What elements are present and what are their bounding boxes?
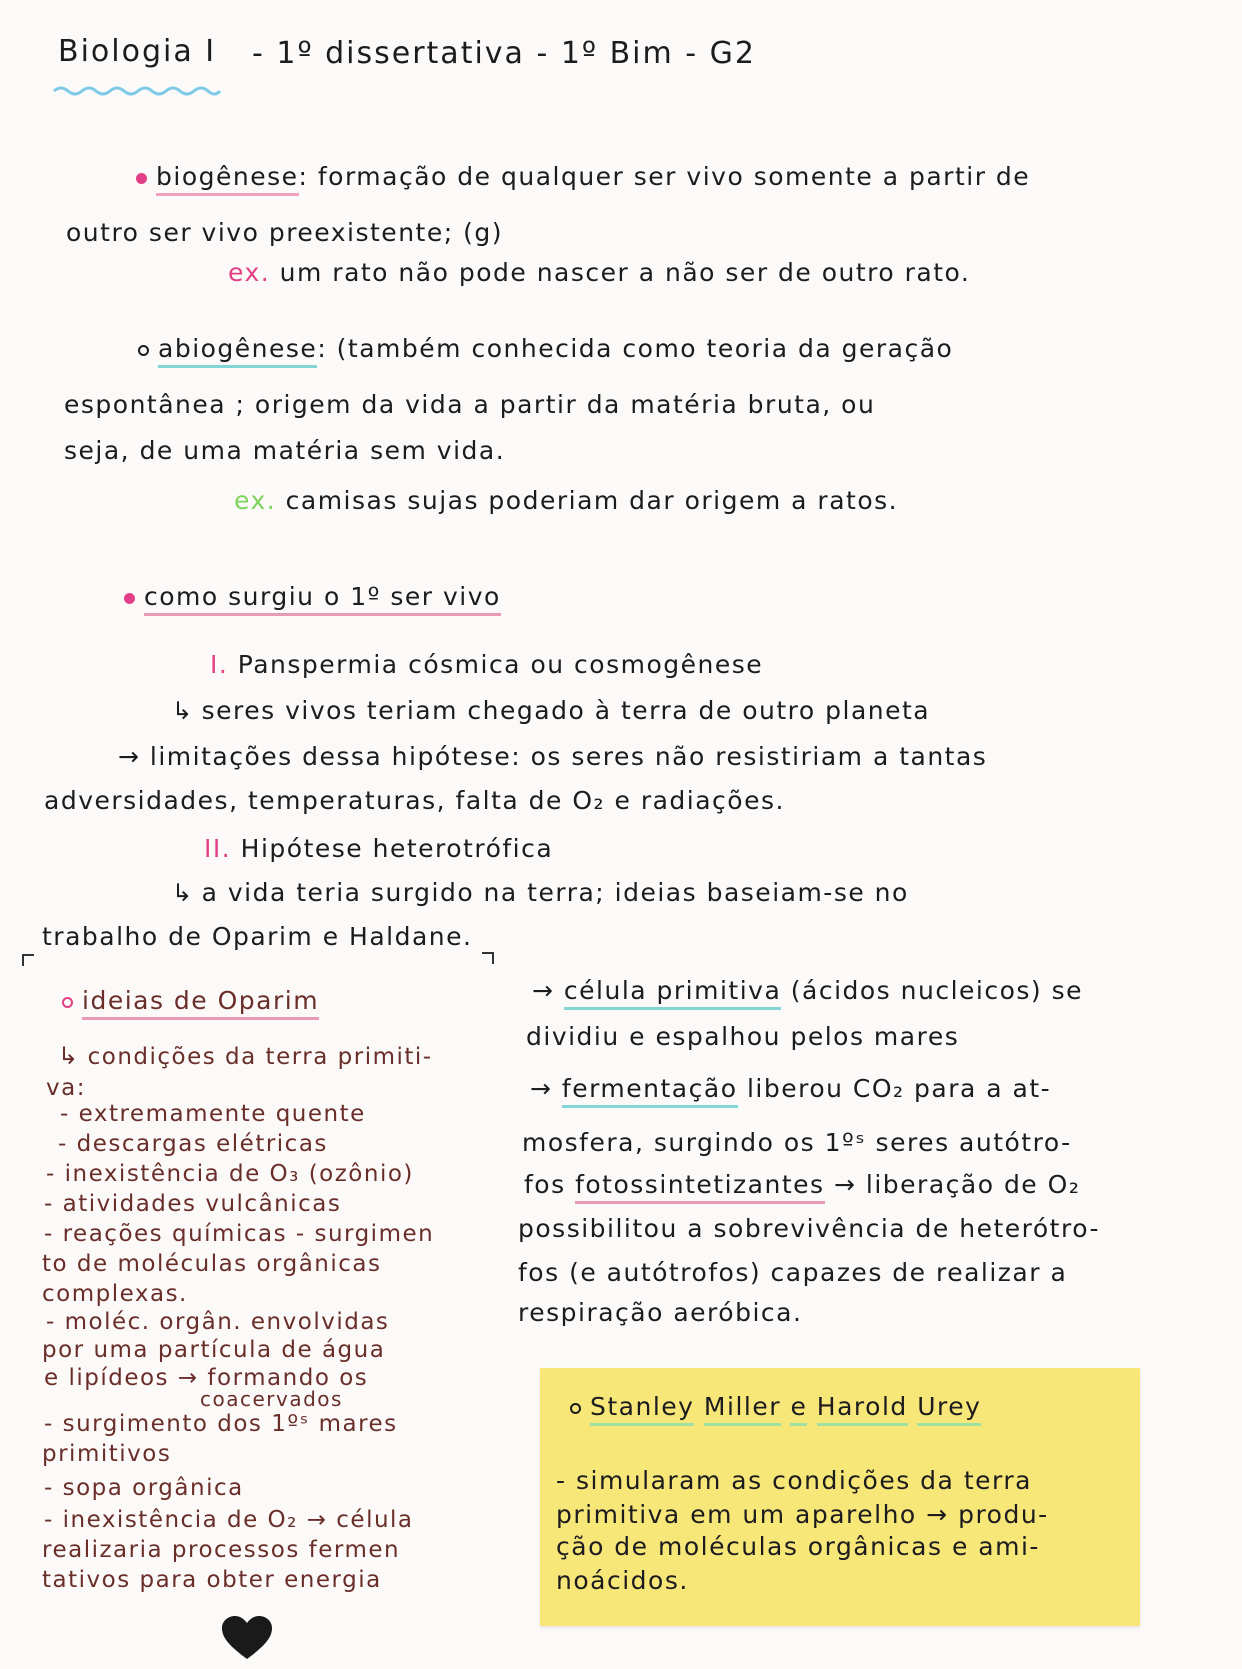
bullet-circle-icon: [570, 1403, 581, 1414]
curved-arrow-icon: ↳: [58, 1042, 80, 1070]
hypothesis-2-line2: trabalho de Oparim e Haldane.: [42, 922, 473, 951]
origem-heading-text: como surgiu o 1º ser vivo: [144, 582, 501, 616]
hypothesis-text: a vida teria surgido na terra; ideias baseiam-se no: [201, 878, 909, 907]
right-text: fos: [524, 1170, 566, 1199]
abiogenese-line1: [138, 334, 953, 364]
hypothesis-text: seres vivos teriam chegado à terra de outro planeta: [201, 696, 931, 725]
list-item: - moléc. orgân. envolvidas: [46, 1309, 390, 1335]
name-stanley: Stanley: [590, 1392, 694, 1426]
title-wavy-underline: [52, 84, 222, 98]
right-text: → liberação de O₂: [834, 1170, 1081, 1199]
list-item: realizaria processos fermen: [42, 1537, 401, 1563]
right-line6: possibilitou a sobrevivência de heterótro-: [518, 1214, 1100, 1243]
oparim-heading-text: ideias de Oparim: [82, 986, 319, 1020]
curved-arrow-icon: ↳: [172, 879, 194, 907]
list-item: complexas.: [42, 1281, 188, 1307]
list-item: - reações químicas - surgimen: [44, 1221, 435, 1247]
oparim-heading: [62, 986, 319, 1016]
list-item: - atividades vulcânicas: [44, 1191, 342, 1217]
term-fermentacao: fermentação: [562, 1074, 738, 1108]
abiogenese-def: : (também conhecida como teoria da geração: [317, 334, 954, 363]
hypothesis-1-line: [172, 696, 930, 726]
miller-line4: noácidos.: [556, 1566, 689, 1595]
name-e: e: [790, 1392, 807, 1426]
roman-numeral: I.: [210, 650, 229, 679]
abiogenese-example: [234, 486, 898, 516]
page-title: [58, 34, 216, 69]
roman-numeral: II.: [204, 834, 232, 863]
hypothesis-title: Hipótese heterotrófica: [240, 834, 554, 863]
heart-icon: [220, 1615, 274, 1661]
list-item: por uma partícula de água: [42, 1337, 386, 1363]
bracket-corner-left: [22, 954, 34, 966]
right-line7: fos (e autótrofos) capazes de realizar a: [518, 1258, 1068, 1287]
abiogenese-line2: espontânea ; origem da vida a partir da matéria bruta, ou: [64, 390, 876, 419]
miller-line1: - simularam as condições da terra: [556, 1466, 1032, 1495]
oparim-cond1: [58, 1042, 433, 1071]
bullet-circle-icon: [138, 345, 149, 356]
name-harold: Harold: [817, 1392, 908, 1426]
right-line8: respiração aeróbica.: [518, 1298, 803, 1327]
oparim-cond2: va:: [46, 1075, 86, 1101]
hypothesis-2-line: [172, 878, 909, 908]
list-item: coacervados: [200, 1387, 343, 1411]
abiogenese-line3: seja, de uma matéria sem vida.: [64, 436, 506, 465]
miller-line2: primitiva em um aparelho → produ-: [556, 1500, 1049, 1529]
list-item: - extremamente quente: [60, 1101, 366, 1127]
right-line5: [524, 1170, 1080, 1200]
origem-heading: [124, 582, 501, 612]
term-biogenese: biogênese: [156, 162, 299, 196]
term-abiogenese: abiogênese: [158, 334, 317, 368]
ex-label: ex.: [228, 258, 271, 287]
list-item: - surgimento dos 1ºˢ mares: [44, 1411, 398, 1437]
right-line2: dividiu e espalhou pelos mares: [526, 1022, 960, 1051]
hypothesis-title: Panspermia cósmica ou cosmogênese: [237, 650, 764, 679]
curved-arrow-icon: ↳: [172, 697, 194, 725]
ex-label: ex.: [234, 486, 277, 515]
arrow-icon: →: [530, 1074, 553, 1103]
limitations-line1: → limitações dessa hipótese: os seres não resistiriam a tantas: [118, 742, 988, 771]
ex-text: camisas sujas poderiam dar origem a ratos.: [285, 486, 899, 515]
cond-text: condições da terra primiti-: [87, 1044, 433, 1070]
list-item: - sopa orgânica: [44, 1475, 244, 1501]
bracket-corner-right: [482, 952, 494, 964]
list-item: - inexistência de O₂ → célula: [44, 1507, 414, 1533]
miller-heading: [570, 1392, 981, 1422]
biogenese-line2: outro ser vivo preexistente; (g): [66, 218, 503, 247]
list-item: - descargas elétricas: [58, 1131, 328, 1157]
hypothesis-2-title: [204, 834, 553, 864]
biogenese-def: : formação de qualquer ser vivo somente a partir de: [298, 162, 1031, 191]
term-fotossintetizantes: fotossintetizantes: [575, 1170, 824, 1204]
miller-line3: ção de moléculas orgânicas e ami-: [556, 1532, 1040, 1561]
hypothesis-1-title: [210, 650, 763, 680]
subject-title: Biologia I: [58, 34, 217, 69]
right-line3: [530, 1074, 1051, 1104]
arrow-icon: →: [532, 976, 555, 1005]
ex-text: um rato não pode nascer a não ser de outro rato.: [279, 258, 971, 287]
list-item: to de moléculas orgânicas: [42, 1251, 382, 1277]
bullet-dot-icon: [124, 593, 135, 604]
right-line4: mosfera, surgindo os 1ºˢ seres autótro-: [522, 1128, 1072, 1157]
bullet-dot-icon: [136, 173, 147, 184]
biogenese-example: [228, 258, 970, 288]
limitations-line2: adversidades, temperaturas, falta de O₂ e radiações.: [44, 786, 785, 815]
list-item: - inexistência de O₃ (ozônio): [46, 1161, 414, 1187]
right-text: liberou CO₂ para a at-: [746, 1074, 1052, 1103]
right-text: (ácidos nucleicos) se: [790, 976, 1084, 1005]
list-item: primitivos: [42, 1441, 172, 1467]
name-miller: Miller: [704, 1392, 781, 1426]
header-subtitle: - 1º dissertativa - 1º Bim - G2: [252, 36, 756, 71]
term-celula-primitiva: célula primitiva: [564, 976, 781, 1010]
bullet-circle-icon: [62, 997, 73, 1008]
name-urey: Urey: [917, 1392, 981, 1426]
right-line1: [532, 976, 1083, 1006]
biogenese-line1: [136, 162, 1030, 192]
list-item: tativos para obter energia: [42, 1567, 382, 1593]
list-item: e lipídeos → formando os: [44, 1365, 369, 1391]
